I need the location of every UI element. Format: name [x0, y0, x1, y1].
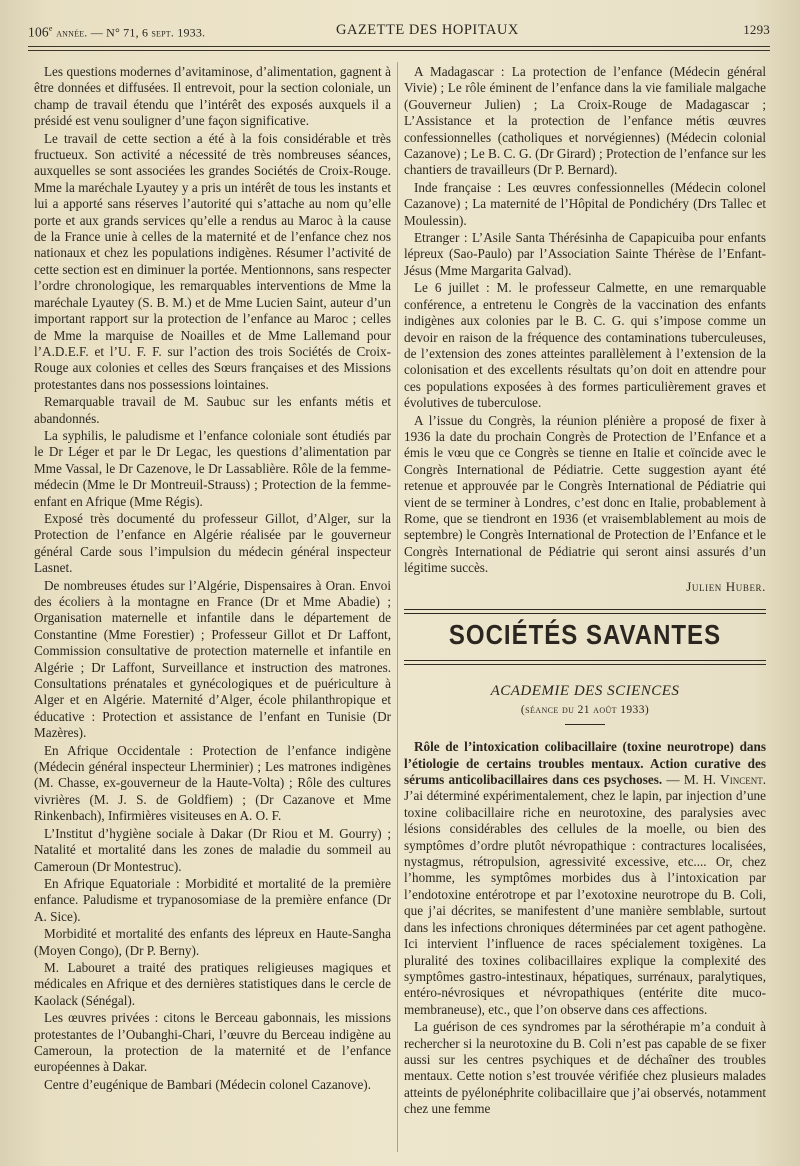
issue-number: 106	[28, 24, 49, 40]
short-divider	[565, 724, 605, 725]
paragraph: Les questions modernes d’avitaminose, d’alimentation, gagnent à être données et diffusées. Il entrevoit, pour la section coloniale, un champ de travail étendu que l’intérêt des exposés auxquels il a présidé est venu souligner d’une façon significative.	[34, 64, 391, 129]
paragraph: En Afrique Occidentale : Protection de l’enfance indigène (Médecin général inspecteur Lherminier) ; Les matrones indigènes (M. Chasse, ex-gouverneur de la Haute-Volta) ; Rôle des cultures vivrières (M. J. S. de Goldfiem) ; (Dr Cazanove et Mme Rinkenbach), Infirmières visiteuses en A. O. F.	[34, 742, 391, 824]
paragraph: M. Labouret a traité des pratiques religieuses magiques et médicales en Afrique et des dernières statistiques dans le cercle de Kaolack (Sénégal).	[34, 959, 391, 1008]
issue-line	[28, 24, 205, 41]
section-title: SOCIÉTÉS SAVANTES	[448, 619, 722, 651]
paragraph: A l’issue du Congrès, la réunion plénière a proposé de fixer à 1936 la date du prochain Congrès de Protection de l’Enfance et a émis le vœu que ce Congrès se tienne en Italie et coïncide avec le Congrès International de Pédiatrie. Cette suggestion ayant été retenue et approuvée par le Congrès International de Pédiatrie qui vient de se terminer à Londres, c’est donc en Italie, probablement à Rome, que se tiendront en 1936 (et vraisemblablement au mois de septembre) le Congrès International de Protection de l’Enfance et le Congrès International de Pédiatrie qui seront ainsi assurés d’un légitime succès.	[404, 412, 766, 576]
issue-sup: e	[48, 24, 53, 33]
header-rule	[28, 46, 770, 47]
paragraph: Inde française : Les œuvres confessionnelles (Médecin colonel Cazanove) ; La maternité de l’Hôpital de Pondichéry (Drs Tallec et Moulessin).	[404, 179, 766, 228]
paragraph: A Madagascar : La protection de l’enfance (Médecin général Vivie) ; Le rôle éminent de l’enfance dans la vie familiale malgache (Gouverneur Julien) ; La Croix-Rouge de Madagascar ; L’Assistance et la protection de l’enfance métis œuvres confessionnelles (catholiques et norvégiennes) (Médecin colonial Cazanove) ; Le B. C. G. (Dr Girard) ; Protection de l’enfance sur les chantiers de travailleurs (Dr P. Bernard).	[404, 64, 766, 178]
paragraph: Les œuvres privées : citons le Berceau gabonnais, les missions protestantes de l’Oubanghi-Chari, l’œuvre du Berceau indigène au Cameroun, la protection de la maternité et de l’enfance européennes à Dakar.	[34, 1010, 391, 1075]
paragraph: Morbidité et mortalité des enfants des lépreux en Haute-Sangha (Moyen Congo), (Dr P. Berny).	[34, 926, 391, 958]
article-body: . J’ai déterminé expérimentalement, chez le lapin, par injection d’une toxine colibacillaire riche en neurotoxine, des paralysies avec lésions considérables des cellules de la moelle, ou bien des symptômes d’ordre plutôt névropathique : contractures localisées, nystagmus, rétropulsion, agressivité excessive, etc.... Or, chez l’homme, les symptômes morbides dus à l’intoxication par l’endotoxine entérotrope et par l’exotoxine neurotrope du B. Coli, que j’ai décrites, se manifestent d’une manière semblable, surtout dans les infections chroniques déterminées par cet agent pathogène. Ici intervient l’influence de races spécialement toxigènes. La pluralité des toxines colibacillaires explique la complexité des symptômes gastro-intestinaux, hépatiques, surrénaux, paralytiques, entéro-névrosiques et névropathiques (entérite dite muco-membraneuse), etc., que l’on observe dans ces affections.	[404, 772, 766, 1017]
section-rule-thin-bottom	[404, 660, 766, 661]
header-rule-thin	[28, 50, 770, 51]
article-paragraph	[404, 739, 766, 1018]
section-rule-bottom	[404, 664, 766, 665]
section-rule	[404, 609, 766, 610]
article-title: Rôle de l’intoxication colibacillaire (toxine neurotrope) dans l’étiologie de certains troubles mentaux. Action curative des sérums anticolibacillaires dans ces psychoses.	[404, 739, 766, 788]
section-rule-thin	[404, 613, 766, 614]
academy-heading: ACADEMIE DES SCIENCES	[490, 683, 680, 700]
paragraph: La syphilis, le paludisme et l’enfance coloniale sont étudiés par le Dr Léger et par le Dr Legac, les questions d’alimentation par Mme Vassal, le Dr Cazenove, le Dr Lassablière. Rôle de la femme-médecin (Mme le Dr Montreuil-Strauss) ; Protection de la femme-enfant en Afrique (Mme Régis).	[34, 427, 391, 509]
signature: Julien Huber.	[686, 578, 766, 594]
paragraph: Remarquable travail de M. Saubuc sur les enfants métis et abandonnés.	[34, 394, 391, 426]
article-author: Vincent	[720, 772, 763, 788]
paragraph: Centre d’eugénique de Bambari (Médecin colonel Cazanove).	[44, 1076, 371, 1092]
paragraph: En Afrique Equatoriale : Morbidité et mortalité de la première enfance. Paludisme et trypanosomiase de la première enfance (Dr A. Sice).	[34, 875, 391, 924]
journal-title: GAZETTE DES HOPITAUX	[336, 22, 519, 38]
paragraph: Exposé très documenté du professeur Gillot, d’Alger, sur la Protection de l’enfance en Algérie réalisée par le gouverneur général Carde sous l’impulsion du médecin général inspecteur Lasnet.	[34, 510, 391, 576]
paragraph: Etranger : L’Asile Santa Thérésinha de Capapicuiba pour enfants lépreux (Sao-Paulo) par l’Association Sainte Thérèse de l’Enfant-Jésus (Mme Margarita Galvad).	[404, 230, 766, 278]
session-date: (séance du 21 août 1933)	[520, 703, 650, 716]
paragraph: De nombreuses études sur l’Algérie, Dispensaires à Oran. Envoi des écoliers à la montagne en France (Dr et Mme Abadie) ; Organisation maternelle et infantile dans le département de Constantine (Mme Forestier) ; Professeur Gillot et Dr Laffont, Commission consultative de protection maternelle et infantile en Algérie ; Dr Laffont, Surveillance et instruction des matrones. Consultations prénatales et gynécologiques et de puériculture à Alger et en Algérie. Maternité d’Alger, école philanthropique et éducative : Protection et assistance de l’enfant en Tunisie (Dr Mazères).	[34, 577, 391, 741]
paragraph: Le 6 juillet : M. le professeur Calmette, en une remarquable conférence, a entretenu le Congrès de la vaccination des enfants indigènes aux colonies par le B. C. G. qui s’impose comme un devoir en raison de la fréquence des contaminations tuberculeuses, de l’extension des zones atteintes parallèlement à l’extension de la colonisation et des excellents résultats qu’on doit en attendre pour ces populations exposées à des formes particulièrement graves et évolutives de tuberculose.	[404, 280, 766, 411]
page-header	[28, 20, 770, 44]
column-divider	[397, 62, 398, 1152]
author-prefix: — M. H.	[662, 772, 721, 788]
article-paragraph-2: La guérison de ces syndromes par la sérothérapie m’a conduit à rechercher si la neurotoxine du B. Coli n’est pas capable de se fixer aussi sur les centres psychiques et de déchaîner des troubles mentaux. Cette notion s’est trouvée vérifiée chez plusieurs malades atteints de pyélonéphrite colibacillaire que j’ai observés, notamment chez une femme	[404, 1019, 766, 1117]
right-column	[404, 64, 766, 1119]
issue-date: année. — N° 71, 6 sept. 1933.	[56, 25, 206, 40]
paragraph: L’Institut d’hygiène sociale à Dakar (Dr Riou et M. Gourry) ; Natalité et mortalité dans les zones de maladie du sommeil au Cameroun (Dr Montestruc).	[34, 825, 391, 874]
left-column	[34, 64, 391, 1094]
paragraph: Le travail de cette section a été à la fois considérable et très fructueux. Son activité a nécessité de très nombreuses séances, auxquelles se sont associées les grandes Sociétés de Croix-Rouge. Mme la maréchale Lyautey y a pris un intérêt de tous les instants et lui a apporté sans réserves l’autorité qui s’attache au nom qu’elle porte et aux grands services qu’elle a rendus au Maroc à la cause de la France unie à celles de la maternité et de l’enfance chez nos nationaux et chez les populations indigènes. Résumer l’activité de cette section est en diminuer la portée. Mentionnons, sans respecter l’ordre chronologique, les remarquables interventions de Mme la maréchale Lyautey (S. B. M.) et de Mme Lucien Saint, auteur d’un important rapport sur la protection de l’enfance au Maroc ; celles de Mme la marquise de Noailles et de Mme Lallemand pour l’A.D.E.F. et l’U. F. F. sur l’action des trois Sociétés de Croix-Rouge aux colonies et celles des Sœurs françaises et des Missions protestantes dans nos possessions lointaines.	[34, 130, 391, 392]
page-number: 1293	[743, 22, 770, 37]
